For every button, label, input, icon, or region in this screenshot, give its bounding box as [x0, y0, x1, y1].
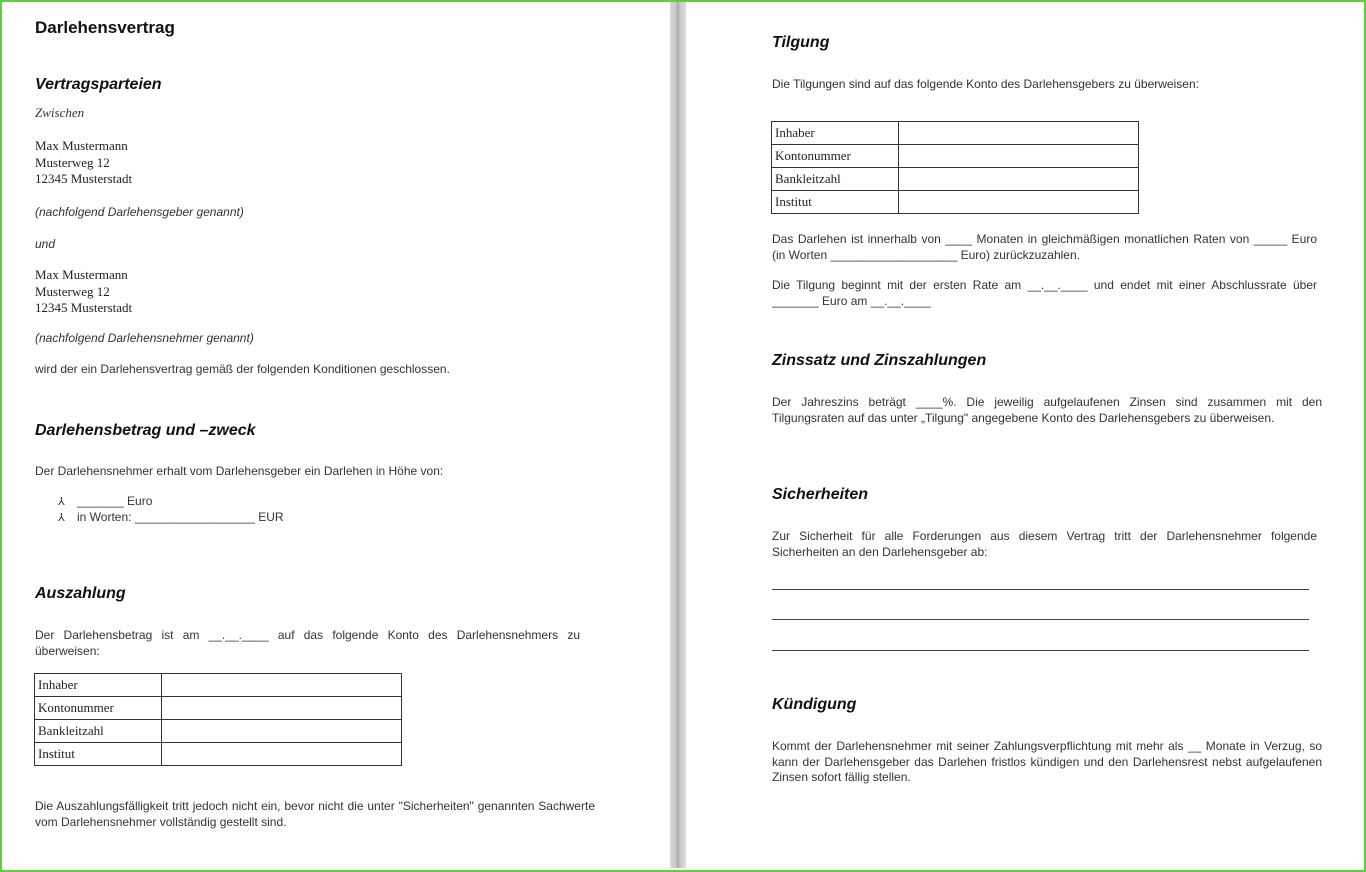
- section-heading-parties: Vertragsparteien: [35, 76, 162, 93]
- table-row: [35, 674, 402, 697]
- repayment-account-table: [771, 121, 1139, 214]
- securities-line[interactable]: [772, 589, 1309, 590]
- table-value-cell[interactable]: [162, 720, 402, 743]
- amount-bullet-words: in Worten: __________________ EUR: [77, 510, 284, 524]
- table-value-cell[interactable]: [899, 122, 1139, 145]
- table-value-cell[interactable]: [162, 743, 402, 766]
- document-page-left: [2, 2, 670, 868]
- lender-street: Musterweg 12: [35, 154, 110, 170]
- table-row: [772, 122, 1139, 145]
- table-value-cell[interactable]: [899, 168, 1139, 191]
- securities-line[interactable]: [772, 650, 1309, 651]
- amount-intro: Der Darlehensnehmer erhalt vom Darlehensgeber ein Darlehen in Höhe von:: [35, 464, 444, 478]
- payout-text: Der Darlehensbetrag ist am __.__.____ auf das folgende Konto des Darlehensnehmers zu überweisen:: [35, 628, 580, 658]
- table-label-cell: Kontonummer: [35, 697, 162, 720]
- table-value-cell[interactable]: [162, 674, 402, 697]
- interest-text: Der Jahreszins beträgt ____%. Die jeweilig aufgelaufenen Zinsen sind zusammen mit den Tilgungsraten auf das unter „Tilgung" angegebene Konto des Darlehensgebers zu überweisen.: [772, 395, 1322, 425]
- table-label-cell: Institut: [772, 191, 899, 214]
- lender-city: 12345 Musterstadt: [35, 171, 133, 186]
- parties-conclusion: wird der ein Darlehensvertrag gemäß der folgenden Konditionen geschlossen.: [35, 362, 450, 376]
- section-heading-securities: Sicherheiten: [772, 486, 869, 503]
- table-label-cell: Inhaber: [772, 122, 899, 145]
- section-heading-interest: Zinssatz und Zinszahlungen: [772, 352, 987, 369]
- table-row: [772, 191, 1139, 214]
- bullet-icon: ⅄: [58, 512, 65, 524]
- document-page-right: [686, 2, 1362, 868]
- borrower-address: [35, 267, 132, 317]
- between-label: Zwischen: [35, 105, 85, 120]
- bullet-icon: ⅄: [58, 496, 65, 508]
- payout-account-table: [34, 673, 402, 766]
- repayment-schedule-text: Die Tilgung beginnt mit der ersten Rate am __.__.____ und endet mit einer Abschlussrate über _______ Euro am __.__.____: [772, 278, 1317, 308]
- table-value-cell[interactable]: [899, 191, 1139, 214]
- borrower-name: Max Mustermann: [35, 267, 128, 282]
- table-label-cell: Institut: [35, 743, 162, 766]
- securities-line[interactable]: [772, 619, 1309, 620]
- lender-address: [35, 138, 132, 188]
- table-row: [772, 168, 1139, 191]
- and-label: und: [35, 237, 56, 251]
- borrower-role: (nachfolgend Darlehensnehmer genannt): [35, 331, 254, 345]
- securities-text: Zur Sicherheit für alle Forderungen aus diesem Vertrag tritt der Darlehensnehmer folgende Sicherheiten an den Darlehensgeber ab:: [772, 529, 1317, 559]
- payout-note: Die Auszahlungsfälligkeit tritt jedoch nicht ein, bevor nicht die unter "Sicherheiten" genannten Sachwerte vom Darlehensnehmer vollständig gestellt sind.: [35, 799, 595, 829]
- table-label-cell: Inhaber: [35, 674, 162, 697]
- table-label-cell: Bankleitzahl: [35, 720, 162, 743]
- table-label-cell: Kontonummer: [772, 145, 899, 168]
- amount-bullet-euro: _______ Euro: [77, 494, 153, 508]
- lender-role: (nachfolgend Darlehensgeber genannt): [35, 205, 244, 219]
- table-row: [35, 720, 402, 743]
- section-heading-amount: Darlehensbetrag und –zweck: [35, 422, 256, 439]
- repayment-text: Die Tilgungen sind auf das folgende Konto des Darlehensgebers zu überweisen:: [772, 77, 1199, 91]
- table-row: [772, 145, 1139, 168]
- borrower-city: 12345 Musterstadt: [35, 300, 133, 315]
- section-heading-repayment: Tilgung: [772, 34, 830, 51]
- document-title: Darlehensvertrag: [35, 18, 175, 37]
- page-gutter: [670, 2, 686, 868]
- table-label-cell: Bankleitzahl: [772, 168, 899, 191]
- table-row: [35, 743, 402, 766]
- lender-name: Max Mustermann: [35, 138, 128, 153]
- table-value-cell[interactable]: [162, 697, 402, 720]
- repayment-term-text: Das Darlehen ist innerhalb von ____ Monaten in gleichmäßigen monatlichen Raten von _____ Euro (in Worten ___________________ Euro) zurückzuzahlen.: [772, 232, 1317, 262]
- table-row: [35, 697, 402, 720]
- section-heading-termination: Kündigung: [772, 696, 857, 713]
- table-value-cell[interactable]: [899, 145, 1139, 168]
- termination-text: Kommt der Darlehensnehmer mit seiner Zahlungsverpflichtung mit mehr als __ Monate in Verzug, so kann der Darlehensgeber das Darlehen fristlos kündigen und den Darlehensrest nebst aufgelaufenen Zinsen sofort fällig stellen.: [772, 739, 1322, 784]
- section-heading-payout: Auszahlung: [35, 585, 126, 602]
- borrower-street: Musterweg 12: [35, 283, 110, 299]
